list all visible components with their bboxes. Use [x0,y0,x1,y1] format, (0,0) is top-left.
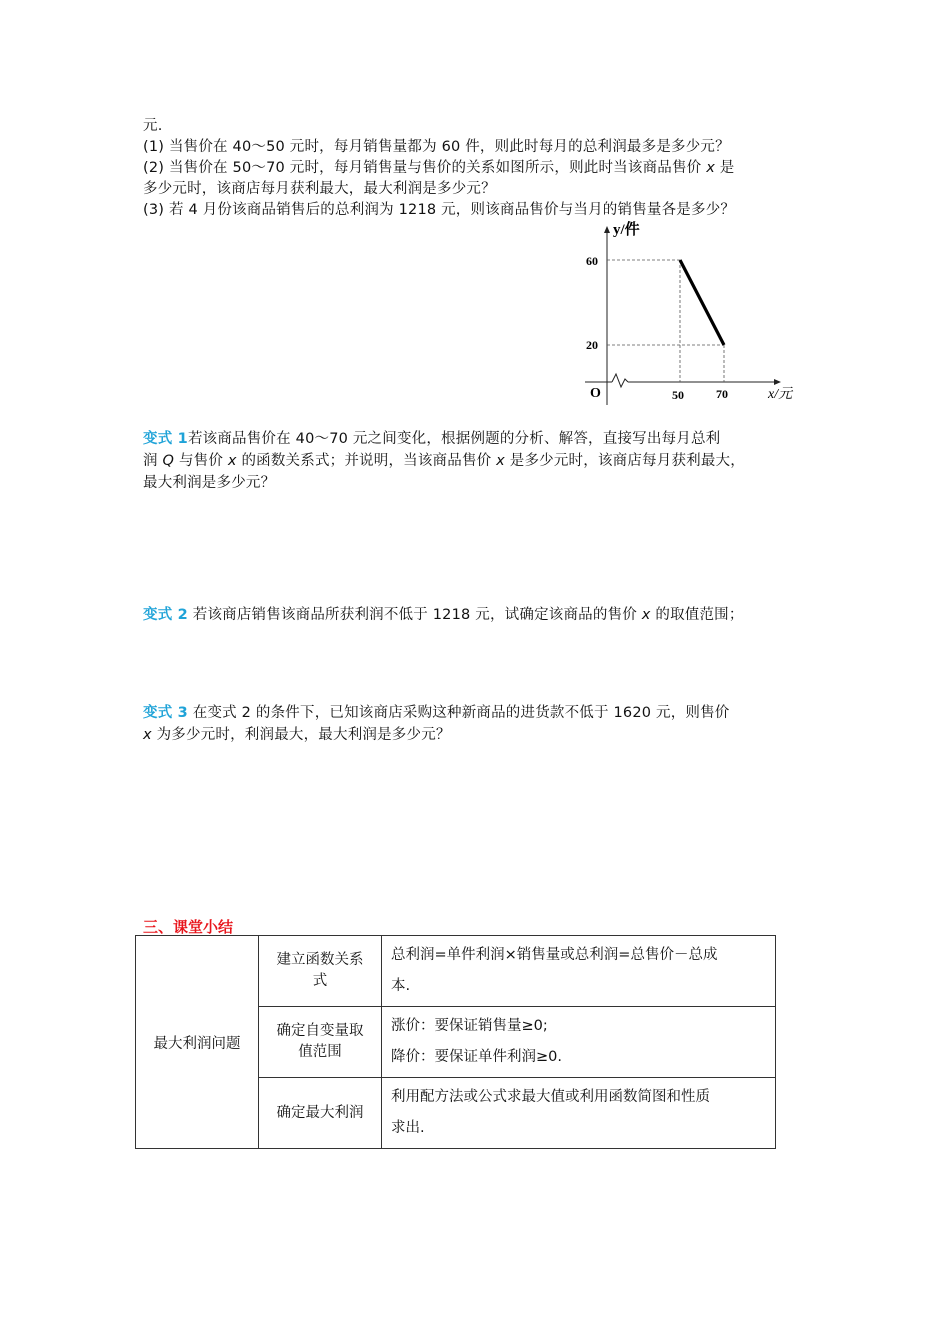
detail-cell [382,1007,776,1078]
axis-break-icon [612,374,628,387]
question-2-text: (2) 当售价在 50～70 元时，每月销售量与售价的关系如图所示，则此时当该商品售价 [143,160,707,176]
step-cell [259,1078,382,1149]
text: 建立函数关系 [276,952,364,968]
detail-cell [382,1078,776,1149]
variable-x: x [143,727,152,743]
variant-1-line-2 [143,450,745,472]
text: 在变式 2 的条件下，已知该商店采购这种新商品的进货款不低于 1620 元，则售价 [187,705,730,721]
data-line [680,260,724,345]
text: 若该商店销售该商品所获利润不低于 1218 元，试确定该商品的售价 [187,607,642,623]
variable-x: x [706,160,715,176]
x-axis-label: x/元 [768,387,793,402]
text: 的函数关系式；并说明，当该商品售价 [236,453,497,469]
question-3: (3) 若 4 月份该商品销售后的总利润为 1218 元，则该商品售价与当月的销售量各是多少？ [143,202,736,218]
question-2 [143,157,734,179]
origin-label: O [590,386,601,401]
variant-1-text: 若该商品售价在 40～70 元之间变化，根据例题的分析、解答，直接写出每月总利 [187,431,721,447]
variant-1-line-3: 最大利润是多少元？ [143,475,276,491]
text: 本. [391,978,411,994]
detail-cell [382,936,776,1007]
text: 确定最大利润 [276,1104,364,1121]
variant-3-line-1 [143,702,730,724]
variant-1-line-1 [143,428,720,450]
text: 为多少元时，利润最大，最大利润是多少元？ [151,727,451,743]
variable-x: x [641,607,651,623]
text: 利用配方法或公式求最大值或利用函数简图和性质 [391,1089,710,1105]
text: 式 [312,973,328,989]
question-2-text-end: 是 [714,160,735,176]
text: 总利润=单件利润×销售量或总利润=总售价－总成 [391,947,718,963]
variable-q: Q [162,453,175,469]
question-1: (1) 当售价在 40～50 元时，每月销售量都为 60 件，则此时每月的总利润最多是多少元？ [143,139,730,155]
text: 涨价：要保证销售量≥0; [391,1018,548,1034]
text: 是多少元时，该商店每月获利最大， [504,453,745,469]
text: 降价：要保证单件利润≥0. [391,1049,562,1065]
variant-1-label: 变式 1 [143,431,188,447]
x-tick-50: 50 [672,388,684,402]
intro-tail: 元. [143,118,163,134]
text: 的取值范围； [650,607,744,623]
step-cell [259,936,382,1007]
variant-2-label: 变式 2 [143,607,188,623]
text: 求出. [391,1120,425,1136]
text: 与售价 [174,453,228,469]
y-axis-label: y/件 [613,222,640,238]
text: 值范围 [298,1044,342,1060]
text: 确定自变量取 [276,1023,364,1039]
section-title-summary: 三、课堂小结 [143,918,234,936]
variable-x: x [496,453,505,469]
table-row [136,936,776,1007]
variable-x: x [227,453,237,469]
price-sales-chart [570,215,810,410]
text: 润 [143,453,163,469]
variant-2 [143,604,744,626]
variant-3-label: 变式 3 [143,705,188,721]
topic-cell: 最大利润问题 [136,936,259,1149]
x-tick-70: 70 [716,387,728,401]
step-cell [259,1007,382,1078]
variant-3-line-2 [143,724,451,746]
summary-table [135,935,776,1149]
question-2-cont: 多少元时，该商店每月获利最大，最大利润是多少元？ [143,181,496,197]
y-tick-60: 60 [586,254,598,268]
y-tick-20: 20 [586,338,598,352]
